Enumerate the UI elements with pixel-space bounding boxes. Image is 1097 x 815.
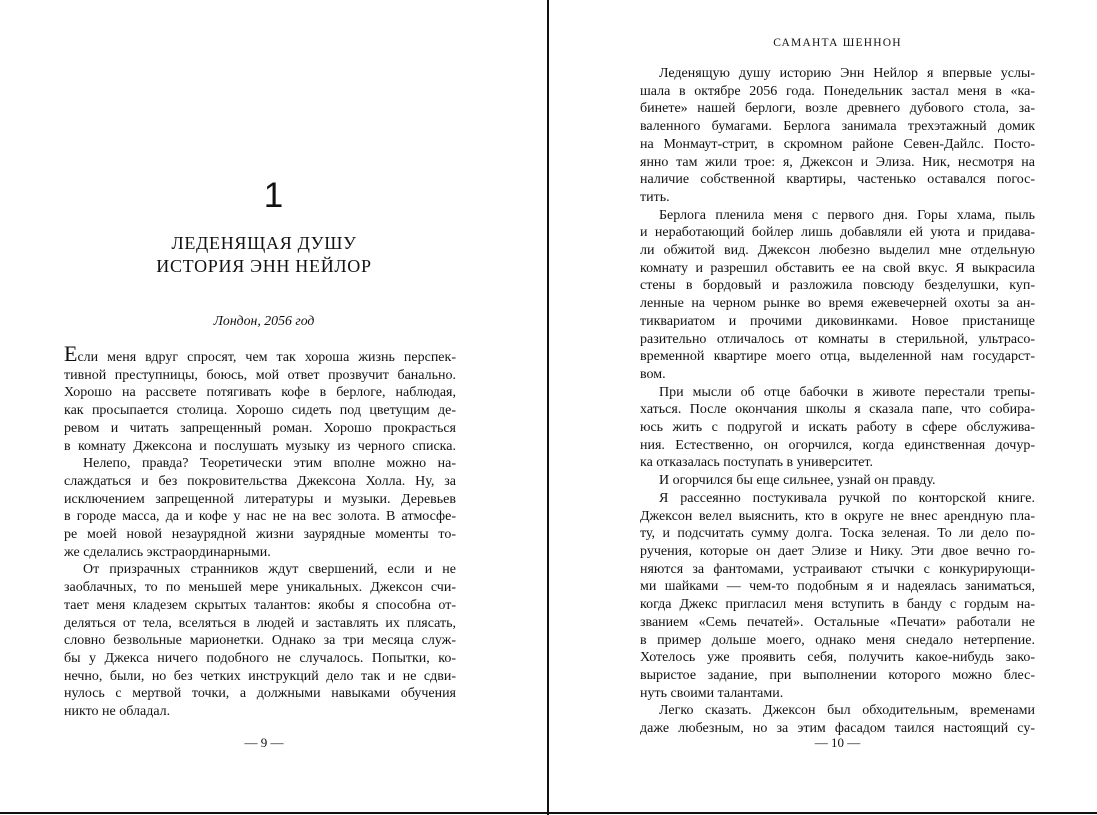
text-line: ли обжитой вид. Джексон любезно выделил мне отдельную (640, 243, 1035, 259)
text-line: комнату и разрешил обставить ее на свой вкус. Я выкрасила (640, 260, 1035, 276)
text-line: нуть своими талантами. (640, 685, 784, 701)
place-date: Лондон, 2056 год (213, 313, 315, 328)
text-line: ми шайками — чем-то подобным я и надеялась заниматься, (640, 579, 1035, 595)
running-head: САМАНТА ШЕННОН (773, 37, 902, 49)
folio-right: — 10 — (814, 735, 861, 750)
text-line: ния. Естественно, он огорчился, когда единственная дочур- (640, 437, 1035, 453)
text-line: Легко сказать. Джексон был обходительным, временами (659, 703, 1035, 719)
text-line: тает меня кладезем скрытых талантов: якобы я способна от- (64, 597, 456, 613)
text-line: юсь жить с подругой и искать работу в сфере обслужива- (640, 420, 1035, 436)
text-line: заоблачных, то по меньшей мере уникальных. Джексон счи- (64, 580, 456, 596)
text-line: в городе масса, да и кофе у нас не на вес золота. В атмосфе- (64, 509, 456, 525)
text-line: даже любезным, но за этим фасадом таился настоящий су- (640, 721, 1035, 737)
text-line: Хотелось уже проявить себя, получить какое-нибудь зако- (640, 650, 1035, 666)
text-line: ту, и подсчитать сумму долга. Тоска зеленая. То ли дело по- (640, 526, 1035, 542)
text-line: Я рассеянно постукивала ручкой по конторской книге. (659, 490, 1035, 506)
text-line: исключением запрещенной литературы и музыки. Деревьев (64, 491, 456, 507)
right-page (549, 0, 1097, 815)
drop-cap: Е (64, 341, 78, 366)
text-line: как просыпается столица. Хорошо сидеть под цветущим де- (64, 403, 456, 419)
chapter-title (0, 232, 528, 278)
text-line: валенного бумагами. Берлога занимала трехэтажный домик (640, 119, 1035, 135)
text-line: От призрачных странников ждут свершений, если и не (83, 562, 456, 578)
text-line: ленные на черном рынке во время ежевечерней охоты за ан- (640, 296, 1035, 312)
text-line: в комнату Джексона и послушать музыку из черного списка. (64, 438, 456, 454)
text-line: ре моей новой незаурядной жизни заурядные моменты то- (64, 527, 456, 543)
chapter-number: 1 (263, 176, 284, 215)
text-line: тивной преступницы, боюсь, мой ответ прозвучит банально. (64, 367, 456, 383)
text-line: деляться от тела, вселяться в людей и заставлять их плясать, (64, 615, 456, 631)
text-line: янно там жили трое: я, Джексон и Элиза. Ник, несмотря на (640, 154, 1035, 170)
text-line: никто не обладал. (64, 704, 171, 720)
text-line: Хорошо на рассвете потягивать кофе в берлоге, наблюдая, (64, 385, 456, 401)
text-line: вом. (640, 366, 666, 382)
text-line: няются за фантомами, устраивают стычки с конкурирующи- (640, 561, 1035, 577)
text-line: званием «Семь печатей». Остальные «Печати» работали не (640, 614, 1035, 630)
text-line: же сделались экстраординарными. (64, 544, 271, 560)
text-line: Леденящую душу историю Энн Нейлор я впервые услы- (659, 66, 1035, 81)
text-line: слаждаться и без покровительства Джексона Холла. Ну, за (64, 473, 456, 489)
text-line: в пример дольше моего, однако меня снедало нетерпение. (640, 632, 1035, 648)
text-line: стены в бордовый и разложила повсюду безделушки, куп- (640, 278, 1035, 294)
text-line: наличие собственной квартиры, частенько оставался погос- (640, 172, 1035, 188)
left-body-text (64, 341, 456, 721)
right-body-text (640, 65, 1035, 738)
text-line: бинете» нашей берлоги, возле древнего дубового стола, за- (640, 101, 1035, 117)
text-line: тиквариатом и прочими диковинками. Новое пристанище (640, 313, 1035, 329)
text-line (64, 341, 456, 367)
text-line: Берлога пленила меня с первого дня. Горы хлама, пыль (659, 207, 1035, 223)
text-line: хаться. После окончания школы я сказала папе, что собира- (640, 402, 1035, 418)
text-line: разительно отличалось от комнаты в стерильной, ультрасо- (640, 331, 1035, 347)
text-line: При мысли об отце бабочки в животе перестали трепы- (659, 384, 1035, 400)
text-line: и неработающий бойлер лишь добавляли ей уюта и придава- (640, 225, 1035, 241)
text-line: нечно, были, но без четких инструкций дело так и не сдви- (64, 668, 456, 684)
text-line: бы у Джекса ничего подобного не случалось. Попытки, ко- (64, 650, 456, 666)
text-line: словно безвольные марионетки. Однако за три месяца служ- (64, 633, 456, 649)
bottom-edge-rule (0, 812, 1097, 814)
left-page (0, 0, 547, 815)
text-line: ревом и читать запрещенный роман. Хорошо прокрасться (64, 420, 456, 436)
text-line: выристое задание, при выполнении которого можно блес- (640, 667, 1035, 683)
chapter-title-line-1: ЛЕДЕНЯЩАЯ ДУШУ (171, 233, 357, 253)
text-line: Джексон велел выяснить, кто в округе не внес арендную пла- (640, 508, 1035, 524)
text-line: ка отказалась поступать в университет. (640, 455, 873, 471)
folio-left: — 9 — (244, 735, 284, 750)
text-line: тить. (640, 189, 670, 205)
text-line: Нелепо, правда? Теоретически этим вполне можно на- (83, 456, 456, 472)
text-line: на Монмаут-стрит, в скромном районе Севен-Дайлс. Посто- (640, 136, 1035, 152)
text-line-content: сли меня вдруг спросят, чем так хороша жизнь перспек- (77, 350, 456, 365)
text-line: шала в октябре 2056 года. Понедельник застал меня в «ка- (640, 83, 1035, 99)
text-line: когда Джекс пригласил меня вступить в банду с гордым на- (640, 597, 1035, 613)
text-line: нулось с мертвой точки, а должными навыками обучения (64, 686, 456, 702)
text-line: И огорчился бы еще сильнее, узнай он правду. (659, 473, 936, 489)
text-line: временной квартире моего отца, выделенной нам государст- (640, 349, 1035, 365)
chapter-title-line-2: ИСТОРИЯ ЭНН НЕЙЛОР (156, 256, 372, 276)
text-line: ручения, которые он дает Элизе и Нику. Эти двое вечно го- (640, 543, 1035, 559)
